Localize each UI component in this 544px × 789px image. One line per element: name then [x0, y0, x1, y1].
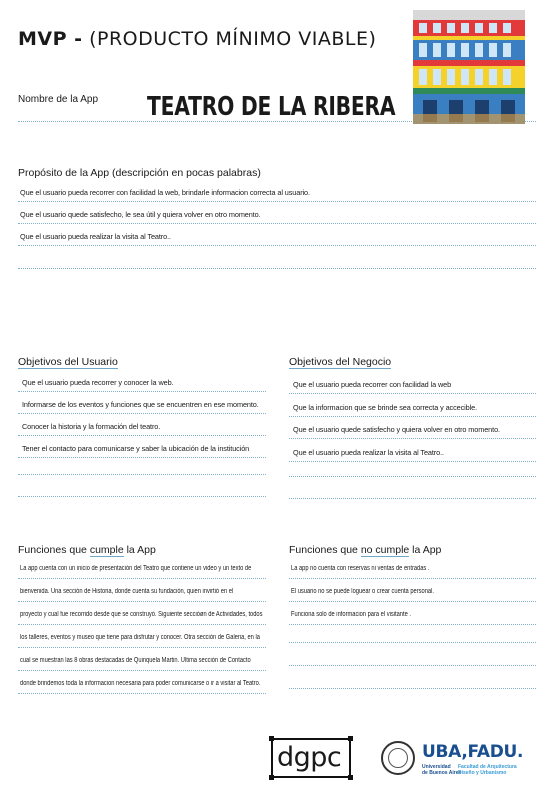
funciones-cumple-heading: Funciones que cumple la App — [18, 544, 156, 556]
funciones-cumple-line-4: los talleres, eventos y museo que tiene para disfrutar y conocer. Otra sección de Galeria, en la — [18, 632, 266, 648]
corner-mark — [269, 736, 274, 741]
objetivos-negocio-line-2: Que la informacion que se brinde sea correcta y accecible. — [289, 401, 536, 417]
objetivos-negocio-line-1: Que el usuario pueda recorrer con facilidad la web — [289, 378, 536, 394]
funciones-cumple-line-1: La app cuenta con un inicio de presentación del Teatro que contiene un video y un texto de — [18, 563, 266, 579]
objetivos-usuario-line-1: Que el usuario pueda recorrer y conocer la web. — [18, 376, 266, 392]
uba-subtitle: Universidad de Buenos Aires — [422, 764, 462, 776]
funciones-no-cumple-line-3: Funciona solo de informacion para el visitante . — [289, 609, 536, 625]
rule — [18, 268, 536, 269]
teatro-building-image — [413, 10, 525, 124]
proposito-line-2: Que el usuario quede satisfecho, le sea útil y quiera volver en otro momento. — [18, 208, 536, 224]
rule — [289, 642, 536, 643]
rule — [289, 688, 536, 689]
app-name: TEATRO DE LA RIBERA — [147, 92, 396, 122]
proposito-line-1: Que el usuario pueda recorrer con facilidad la web, brindarle informacion correcta al usuario. — [18, 186, 536, 202]
rule — [289, 498, 536, 499]
objetivos-negocio-line-4: Que el usuario pueda realizar la visita al Teatro.. — [289, 446, 536, 462]
mvp-subtitle: (PRODUCTO MÍNIMO VIABLE) — [89, 28, 377, 50]
corner-mark — [348, 775, 353, 780]
funciones-no-cumple-heading: Funciones que no cumple la App — [289, 544, 442, 556]
funciones-no-cumple-line-1: La app no cuenta con reservas ni ventas de entradas . — [289, 563, 536, 579]
objetivos-usuario-line-2: Informarse de los eventos y funciones que se encuentren en ese momento. — [18, 398, 266, 414]
page-title — [18, 28, 376, 50]
funciones-cumple-line-2: bienvenida. Una sección de Historia, donde cuenta su fundación, quien invirtió en el — [18, 586, 266, 602]
proposito-line-3: Que el usuario pueda realizar la visita al Teatro.. — [18, 230, 536, 246]
dgpc-logo: dgpc — [271, 738, 351, 778]
objetivos-negocio-line-3: Que el usuario quede satisfecho y quiera volver en otro momento. — [289, 423, 536, 439]
app-name-label: Nombre de la App — [18, 94, 99, 105]
uba-fadu-logo: UBA,FADU. — [422, 742, 524, 762]
proposito-heading: Propósito de la App (descripción en pocas palabras) — [18, 167, 261, 179]
funciones-no-cumple-line-2: El usuario no se puede loguear o crear cuenta personal. — [289, 586, 536, 602]
fadu-subtitle: Facultad de Arquitectura Diseño y Urbanismo — [458, 764, 517, 776]
corner-mark — [269, 775, 274, 780]
funciones-cumple-line-3: proyecto y cual fue recorrido desde que se construyó. Siguiente seccióøn de Actividades, todos — [18, 609, 266, 625]
rule — [289, 665, 536, 666]
corner-mark — [348, 736, 353, 741]
objetivos-usuario-heading: Objetivos del Usuario — [18, 356, 118, 368]
rule — [18, 474, 266, 475]
funciones-cumple-line-5: cual se muestran las 8 obras destacadas de Quinquela Martin. Ultima sección de Contacto — [18, 655, 266, 671]
rule — [289, 476, 536, 477]
objetivos-usuario-line-4: Tener el contacto para comunicarse y saber la ubicación de la institución — [18, 442, 266, 458]
objetivos-negocio-heading: Objetivos del Negocio — [289, 356, 392, 368]
mvp-label: MVP - — [18, 28, 83, 50]
uba-seal-icon — [381, 741, 415, 775]
objetivos-usuario-line-3: Conocer la historia y la formación del teatro. — [18, 420, 266, 436]
funciones-cumple-line-6: donde brindemos toda la informacion necesaria para poder comunicarse o ir a visitar al Teatro. — [18, 678, 266, 694]
rule — [18, 496, 266, 497]
